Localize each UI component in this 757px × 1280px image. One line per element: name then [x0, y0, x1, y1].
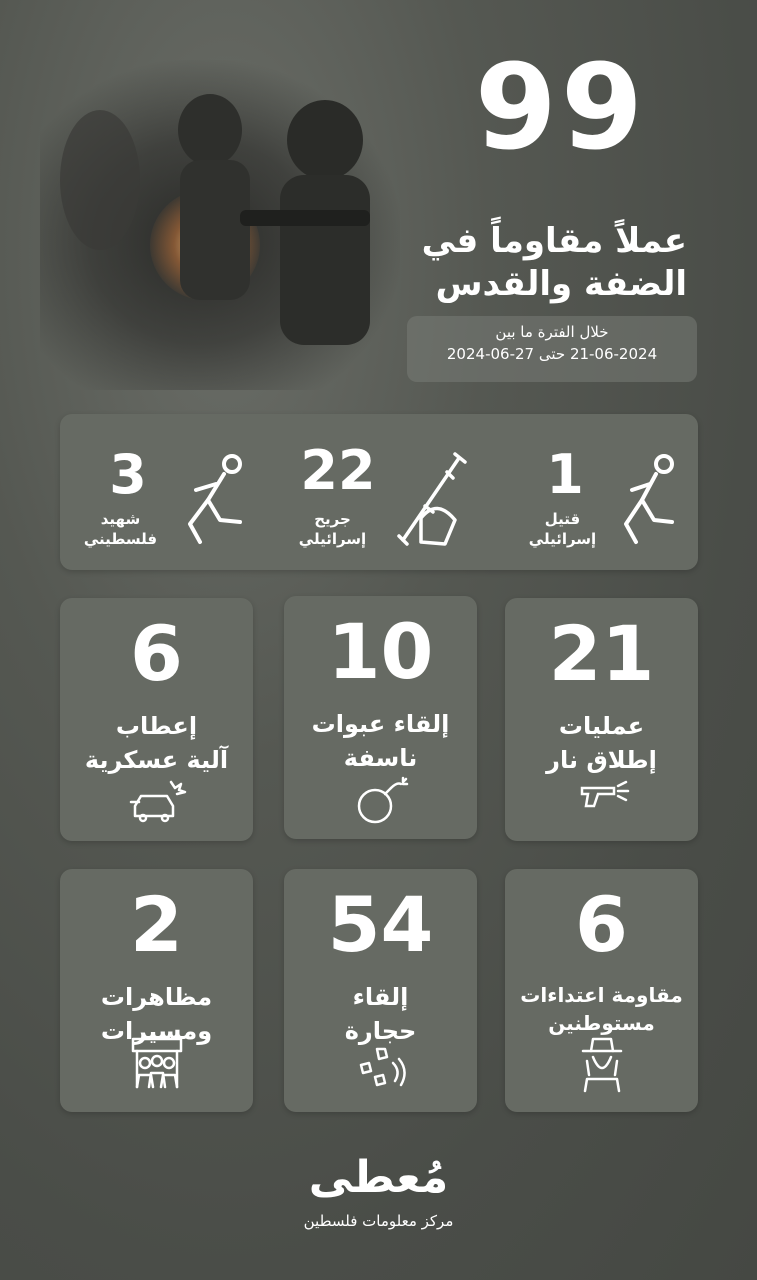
stat-stones-label2: حجارة: [344, 1016, 417, 1045]
period-range: 21-06-2024 حتى 27-06-2024: [446, 344, 658, 363]
crashed-car-icon: [127, 778, 187, 824]
stat-protests-value: 2: [130, 880, 183, 969]
headline-line2: الضفة والقدس: [435, 263, 687, 304]
stat-killed: [520, 443, 670, 558]
stat-stones-label1: إلقاء: [352, 983, 409, 1011]
stat-shooting-label1: عمليات: [558, 712, 645, 740]
stat-martyrs: [78, 443, 258, 558]
stat-vehicles-value: 6: [130, 609, 183, 698]
falling-person-icon: [612, 450, 682, 550]
stat-card-protests: [60, 869, 253, 1112]
stat-wounded-value: 22: [300, 439, 376, 502]
headline-number: 99: [474, 38, 647, 176]
period-label: خلال الفترة ما بين: [495, 323, 609, 341]
casualties-card: [60, 414, 698, 570]
stat-shooting-label2: إطلاق نار: [546, 745, 657, 774]
stat-card-stones: [284, 869, 477, 1112]
stat-killed-label2: إسرائيلي: [528, 529, 597, 548]
stat-killed-label1: قتيل: [544, 510, 581, 528]
stones-icon: [353, 1045, 409, 1091]
period-box: [407, 316, 697, 382]
headline-line1: عملاً مقاوماً في: [421, 221, 687, 261]
stat-settlers-label1: مقاومة اعتداءات: [520, 983, 683, 1007]
stat-card-vehicles: [60, 598, 253, 841]
stat-protests-label2: ومسيرات: [100, 1016, 213, 1045]
stat-vehicles-label1: إعطاب: [115, 712, 198, 740]
settler-icon: [577, 1035, 627, 1093]
protest-icon: [127, 1035, 187, 1091]
stat-stones-value: 54: [327, 880, 434, 969]
stat-martyrs-label1: شهيد: [100, 510, 141, 528]
stat-martyrs-value: 3: [109, 443, 147, 506]
stat-vehicles-label2: آلية عسكرية: [84, 745, 229, 774]
stat-explosives-value: 10: [327, 607, 434, 696]
stat-card-explosives: [284, 596, 477, 839]
stat-explosives-label2: ناسفة: [343, 743, 418, 772]
stat-settlers-value: 6: [575, 880, 628, 969]
stat-settlers-label2: مستوطنين: [548, 1011, 655, 1035]
headline-subtitle: [307, 220, 687, 305]
stat-martyrs-label2: فلسطيني: [83, 529, 158, 548]
falling-person-icon: [174, 450, 250, 550]
stat-wounded: [285, 439, 475, 559]
stat-protests-label1: مظاهرات: [100, 983, 213, 1011]
bomb-icon: [351, 774, 411, 828]
stat-card-shooting: [505, 598, 698, 841]
logo-wordmark: مُعطى: [308, 1152, 449, 1203]
stat-shooting-value: 21: [548, 609, 655, 698]
stat-card-settlers: [505, 869, 698, 1112]
stat-explosives-label1: إلقاء عبوات: [311, 710, 450, 738]
stat-wounded-label2: إسرائيلي: [298, 529, 367, 548]
stat-killed-value: 1: [546, 443, 584, 506]
crutch-icon: [385, 448, 471, 552]
gun-icon: [574, 778, 630, 814]
stat-wounded-label1: جريح: [314, 510, 351, 528]
logo-tagline: مركز معلومات فلسطين: [303, 1212, 454, 1230]
